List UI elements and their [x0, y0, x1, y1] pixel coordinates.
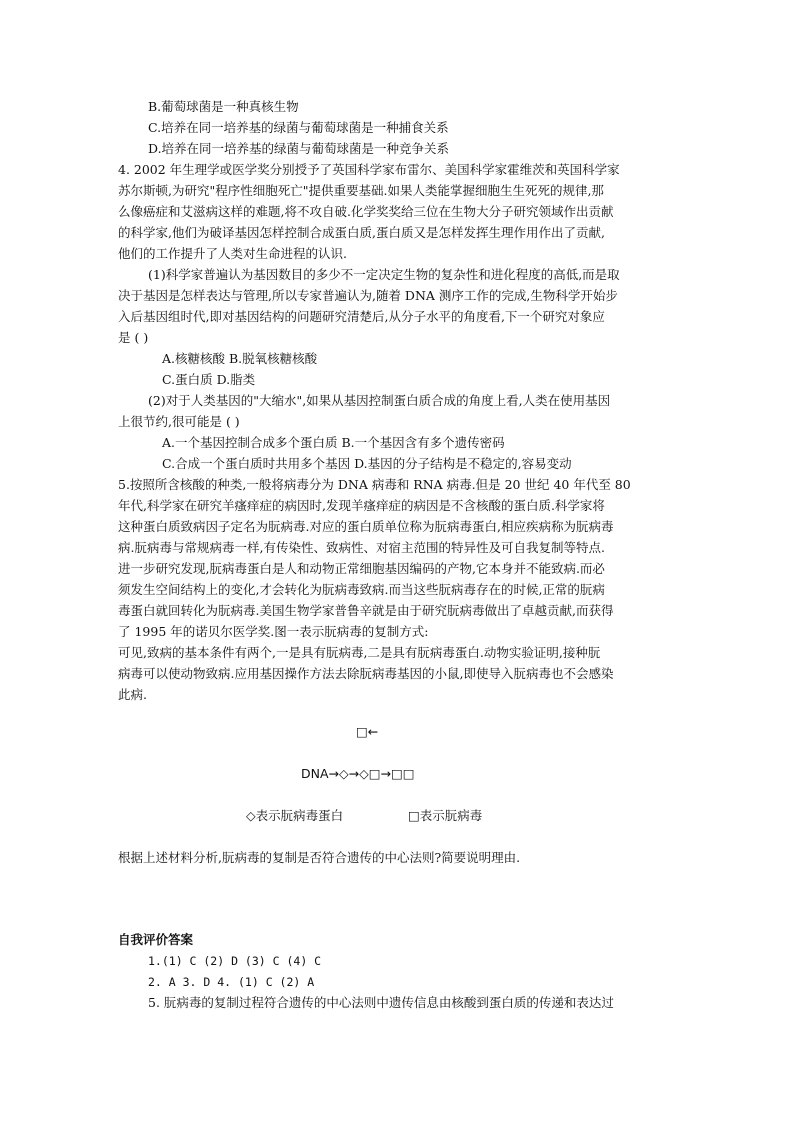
q5-p2-line-3: 毒蛋白就回转化为朊病毒.美国生物学家普鲁辛就是由于研究朊病毒做出了卓越贡献,而获得	[118, 603, 614, 618]
q4-sub2-options-cd: C.合成一个蛋白质时共用多个基因 D.基因的分子结构是不稳定的,容易变动	[162, 456, 572, 471]
q4-sub1-line-4: 是 ( )	[118, 330, 149, 345]
option-d: D.培养在同一培养基的绿菌与葡萄球菌是一种竞争关系	[148, 141, 450, 156]
q4-line-5: 他们的工作提升了人类对生命进程的认识.	[118, 246, 347, 261]
legend-diamond: ◇表示朊病毒蛋白	[246, 808, 344, 823]
q5-p3-line-3: 此病.	[118, 687, 147, 702]
option-b: B.葡萄球菌是一种真核生物	[148, 99, 299, 114]
q4-sub1-options-ab: A.核糖核酸 B.脱氧核糖核酸	[162, 351, 318, 366]
q4-sub1-line-1: (1)科学家普遍认为基因数目的多少不一定决定生物的复杂性和进化程度的高低,而是取	[148, 267, 620, 282]
q5-p2-line-1: 进一步研究发现,朊病毒蛋白是人和动物正常细胞基因编码的产物,它本身并不能致病.而必	[118, 561, 605, 576]
q5-p3-line-1: 可见,致病的基本条件有两个,一是具有朊病毒,二是具有朊病毒蛋白.动物实验证明,接种朊	[118, 645, 601, 660]
answers-line-2: 2. A 3. D 4. (1) C (2) A	[148, 975, 315, 989]
legend-square: □表示朊病毒	[408, 808, 483, 823]
q5-p3-line-2: 病毒可以使动物致病.应用基因操作方法去除朊病毒基因的小鼠,即使导入朊病毒也不会感染	[118, 666, 614, 681]
q4-sub2-options-ab: A.一个基因控制合成多个蛋白质 B.一个基因含有多个遗传密码	[162, 435, 505, 450]
q5-p1-line-4: 病.朊病毒与常规病毒一样,有传染性、致病性、对宿主范围的特异性及可自我复制等特点.	[118, 540, 605, 555]
q4-sub1-line-2: 决于基因是怎样表达与管理,所以专家普遍认为,随着 DNA 测序工作的完成,生物科学开始步	[118, 288, 618, 303]
q4-line-2: 苏尔斯顿,为研究"程序性细胞死亡"提供重要基础.如果人类能掌握细胞生生死死的规律,那	[118, 183, 604, 198]
answers-line-1: 1.(1) C (2) D (3) C (4) C	[148, 954, 322, 968]
answers-line-3: 5. 朊病毒的复制过程符合遗传的中心法则中遗传信息由核酸到蛋白质的传递和表达过	[148, 995, 614, 1010]
q4-sub1-line-3: 入后基因组时代,即对基因结构的问题研究清楚后,从分子水平的角度看,下一个研究对象应	[118, 309, 605, 324]
q5-p2-line-2: 须发生空间结构上的变化,才会转化为朊病毒致病.而当这些朊病毒存在的时候,正常的朊病	[118, 582, 605, 597]
q4-line-4: 的科学家,他们为破译基因怎样控制合成蛋白质,蛋白质又是怎样发挥生理作用作出了贡献,	[118, 225, 605, 240]
q4-sub2-line-1: (2)对于人类基因的"大缩水",如果从基因控制蛋白质合成的角度上看,人类在使用基因	[148, 393, 611, 408]
diagram-chain: DNA→◇→◇□→□□	[301, 766, 415, 781]
q5-p2-line-4: 了 1995 年的诺贝尔医学奖.图一表示朊病毒的复制方式:	[118, 624, 429, 639]
q5-p1-line-3: 这种蛋白质致病因子定名为朊病毒.对应的蛋白质单位称为朊病毒蛋白,相应疾病称为朊病毒	[118, 519, 614, 534]
q4-sub1-options-cd: C.蛋白质 D.脂类	[162, 372, 256, 387]
q4-line-3: 么像癌症和艾滋病这样的难题,将不攻自破.化学奖奖给三位在生物大分子研究领域作出贡献	[118, 204, 614, 219]
answers-title: 自我评价答案	[118, 932, 194, 947]
q5-p1-line-1: 5.按照所含核酸的种类,一般将病毒分为 DNA 病毒和 RNA 病毒.但是 20 世纪 40 年代至 80	[118, 477, 631, 492]
q4-sub2-line-2: 上很节约,很可能是 ( )	[118, 414, 240, 429]
q4-line-1: 4. 2002 年生理学或医学奖分别授予了英国科学家布雷尔、美国科学家霍维茨和英国科学家	[118, 162, 620, 177]
final-question: 根据上述材料分析,朊病毒的复制是否符合遗传的中心法则?简要说明理由.	[118, 850, 521, 865]
q5-p1-line-2: 年代,科学家在研究羊瘙痒症的病因时,发现羊瘙痒症的病因是不含核酸的蛋白质.科学家将	[118, 498, 605, 513]
option-c: C.培养在同一培养基的绿菌与葡萄球菌是一种捕食关系	[148, 120, 449, 135]
diagram-top-symbol: □←	[356, 724, 379, 739]
